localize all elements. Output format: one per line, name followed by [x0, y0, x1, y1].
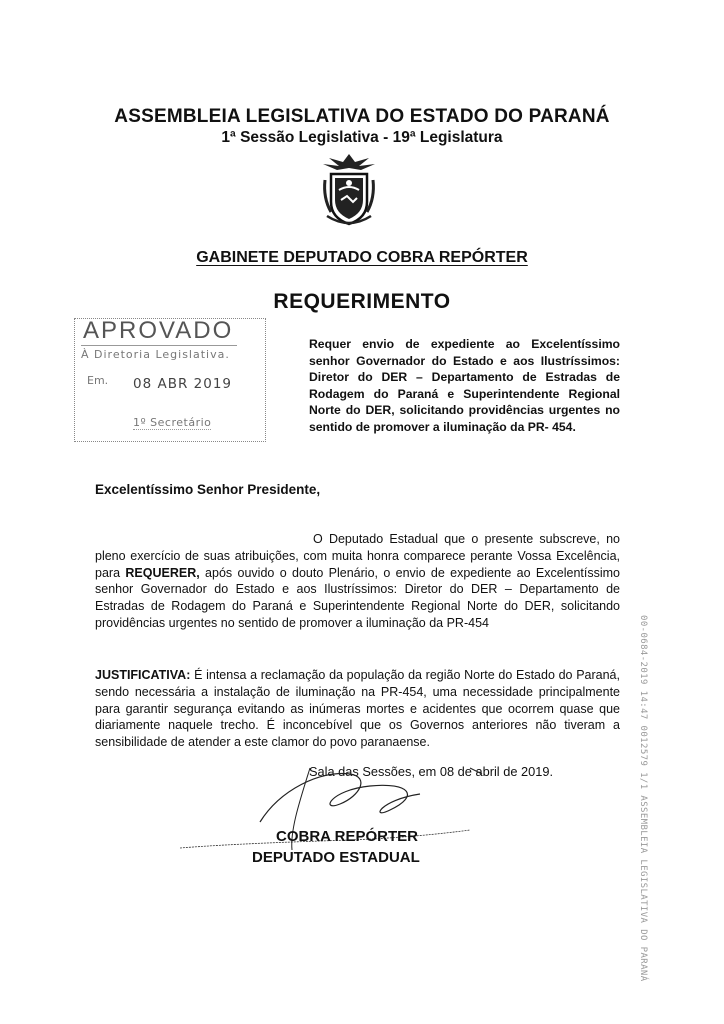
justification: [95, 667, 620, 751]
stamp-date: 08 ABR 2019: [133, 376, 232, 392]
office-heading: GABINETE DEPUTADO COBRA REPÓRTER: [196, 249, 528, 266]
protocol-side-stamp: [633, 615, 649, 982]
header-session: 1ª Sessão Legislativa - 19ª Legislatura: [221, 129, 503, 146]
request-body: [95, 531, 620, 632]
justification-label: JUSTIFICATIVA:: [95, 668, 191, 682]
protocol-stamp-text: 00-0684-2019 14:47 0012579 1/1 ASSEMBLEIA LEGISLATIVA DO PARANÁ: [638, 615, 648, 982]
closing-line: Sala das Sessões, em 08 de abril de 2019.: [309, 764, 554, 779]
header-title: ASSEMBLEIA LEGISLATIVA DO ESTADO DO PARANÁ: [114, 106, 610, 127]
request-summary: Requer envio de expediente ao Excelentíssimo senhor Governador do Estado e aos Ilustríssimos: Diretor do DER – Departamento de Estradas de Rodagem do Paraná e Superintendente Regional Norte do DER, solicitando providências urgentes no sentido de promover a iluminação da PR- 454.: [309, 337, 620, 434]
body-text-start: O Deputado Estadual que o presente subscreve, no pleno exercício de suas atribuições, com muita honra comparece perante Vossa Excelência, para: [95, 532, 620, 580]
approval-stamp: [74, 318, 266, 442]
body-request-keyword: REQUERER,: [125, 565, 200, 580]
signatory-role: DEPUTADO ESTADUAL: [252, 849, 420, 866]
stamp-secretary: 1º Secretário: [133, 416, 212, 429]
body-text-end: após ouvido o douto Plenário, o envio de expediente ao Excelentíssimo senhor Governador do Estado e aos Ilustríssimos: Diretor do DER – Departamento de Estradas de Rodagem do Paraná e Superintendente Regional Norte do DER, solicitando providências urgentes no sentido de promover a iluminação da PR-454: [95, 565, 620, 630]
stamp-status: APROVADO: [81, 317, 237, 346]
stamp-em-label: Em.: [87, 374, 109, 387]
document-type-title: REQUERIMENTO: [273, 290, 451, 313]
parana-coat-of-arms-icon: [317, 150, 381, 228]
handwritten-signature-icon: [170, 760, 500, 860]
justification-text: É intensa a reclamação da população da região Norte do Estado do Paraná, sendo necessária a instalação de iluminação na PR-454, uma necessidade principalmente para garantir segurança evitando as inúmeras mortes e acidentes que ocorrem quase que diariamente naquele trecho. É inconcebível que os Governos anteriores não tiveram a sensibilidade de atender a este clamor do povo paranaense.: [95, 668, 620, 750]
stamp-destination: À Diretoria Legislativa.: [81, 348, 230, 361]
salutation: Excelentíssimo Senhor Presidente,: [95, 482, 321, 497]
signatory-name: COBRA REPÓRTER: [276, 828, 418, 845]
